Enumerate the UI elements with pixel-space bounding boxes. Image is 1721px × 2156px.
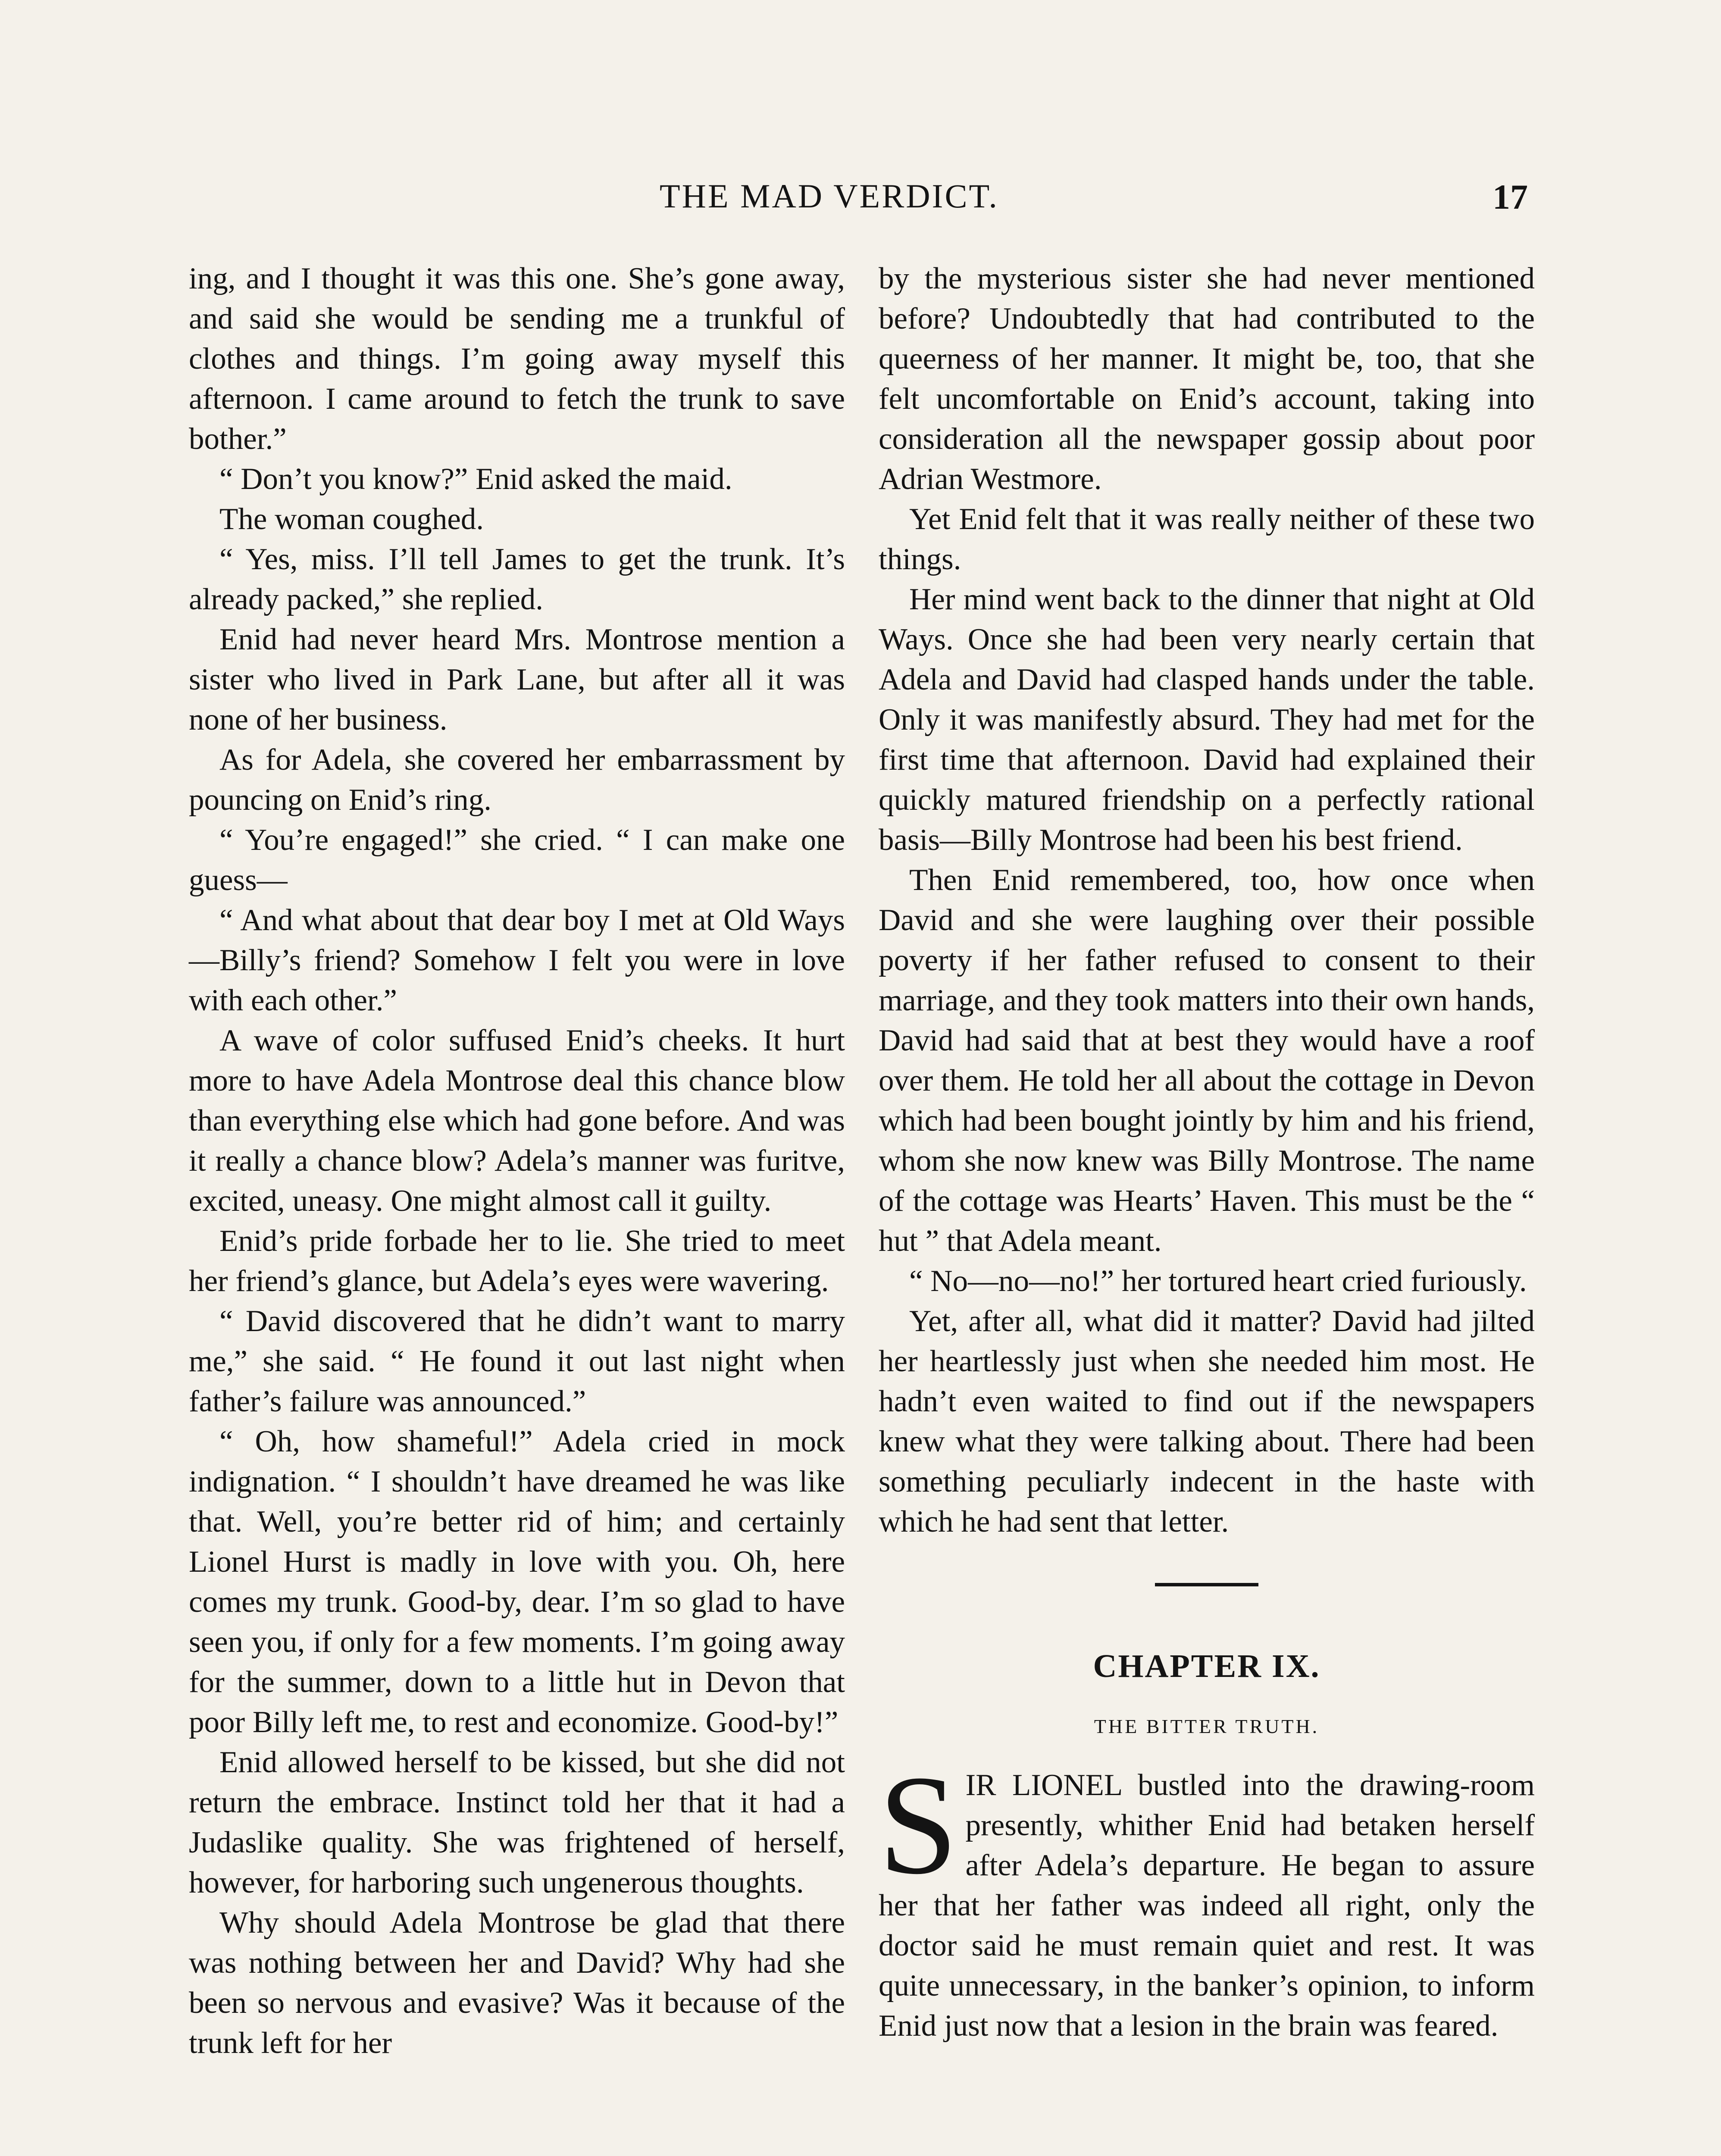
right-column [879, 259, 1535, 2046]
chapter-heading: CHAPTER IX. [1093, 1648, 1320, 1684]
paragraph: “ Don’t you know?” Enid asked the maid. [219, 462, 732, 496]
section-divider [1155, 1583, 1258, 1586]
paragraph: ing, and I thought it was this one. She’s gone away, and said she would be sending me a trunkful of clothes and things. I’m going away myself this afternoon. I came around to fetch the trunk to save bother.” [189, 262, 845, 456]
chapter-opening-paragraph [879, 1746, 1535, 2046]
left-column [189, 259, 845, 2063]
paragraph: Enid had never heard Mrs. Montrose mention a sister who lived in Park Lane, but after all it was none of her business. [189, 623, 845, 736]
running-head [0, 177, 1721, 224]
paragraph: As for Adela, she covered her embarrassment by pouncing on Enid’s ring. [189, 743, 845, 817]
paragraph: “ Yes, miss. I’ll tell James to get the trunk. It’s already packed,” she replied. [189, 542, 845, 616]
paragraph: Enid’s pride forbade her to lie. She tried to meet her friend’s glance, but Adela’s eyes were wavering. [189, 1224, 845, 1298]
paragraph: “ No—no—no!” her tortured heart cried furiously. [909, 1264, 1527, 1298]
running-title: THE MAD VERDICT. [660, 177, 999, 215]
paragraph: “ David discovered that he didn’t want to marry me,” she said. “ He found it out last night when father’s failure was announced.” [189, 1304, 845, 1418]
paragraph: “ And what about that dear boy I met at Old Ways—Billy’s friend? Somehow I felt you were in love with each other.” [189, 903, 845, 1017]
paragraph: Enid allowed herself to be kissed, but she did not return the embrace. Instinct told her that it had a Judaslike quality. She was frightened of herself, however, for harboring such ungenerous thoughts. [189, 1745, 845, 1899]
paragraph: by the mysterious sister she had never mentioned before? Undoubtedly that had contributed to the queerness of her manner. It might be, too, that she felt uncomfortable on Enid’s account, taking into consideration all the newspaper gossip about poor Adrian Westmore. [879, 262, 1535, 496]
paragraph: Then Enid remembered, too, how once when David and she were laughing over their possible poverty if her father refused to consent to their marriage, and they took matters into their own hands, David had said that at best they would have a roof over them. He told her all about the cottage in Devon which had been bought jointly by him and his friend, whom she now knew was Billy Montrose. The name of the cottage was Hearts’ Haven. This must be the “ hut ” that Adela meant. [879, 863, 1535, 1258]
paragraph: Her mind went back to the dinner that night at Old Ways. Once she had been very nearly certain that Adela and David had clasped hands under the table. Only it was manifestly absurd. They had met for the first time that afternoon. David had explained their quickly matured friendship on a perfectly rational basis—Billy Montrose had been his best friend. [879, 583, 1535, 857]
page-number: 17 [1493, 177, 1528, 216]
paragraph: The woman coughed. [219, 502, 484, 536]
paragraph: Yet Enid felt that it was really neither of these two things. [879, 502, 1535, 576]
paragraph: “ You’re engaged!” she cried. “ I can make one guess— [189, 823, 845, 897]
paragraph: “ Oh, how shameful!” Adela cried in mock indignation. “ I shouldn’t have dreamed he was like that. Well, you’re better rid of him; and certainly Lionel Hurst is madly in love with you. Oh, here comes my trunk. Good-by, dear. I’m so glad to have seen you, if only for a few moments. I’m going away for the summer, down to a little hut in Devon that poor Billy left me, to rest and economize. Good-by!” [189, 1425, 845, 1739]
chapter-opening-text: IR LIONEL bustled into the drawing-room presently, whither Enid had betaken herself after Adela’s departure. He began to assure her that her father was indeed all right, only the doctor said he must remain quiet and rest. It was quite unnecessary, in the banker’s opinion, to inform Enid just now that a lesion in the brain was feared. [879, 1768, 1535, 2043]
paragraph: A wave of color suffused Enid’s cheeks. It hurt more to have Adela Montrose deal this chance blow than everything else which had gone before. And was it really a chance blow? Adela’s manner was furitve, excited, uneasy. One might almost call it guilty. [189, 1024, 845, 1218]
paragraph: Why should Adela Montrose be glad that there was nothing between her and David? Why had she been so nervous and evasive? Was it because of the trunk left for her [189, 1906, 845, 2060]
paragraph: Yet, after all, what did it matter? David had jilted her heartlessly just when she needed him most. He hadn’t even waited to find out if the newspapers knew what they were talking about. There had been something peculiarly indecent in the haste with which he had sent that letter. [879, 1304, 1535, 1539]
chapter-subtitle: THE BITTER TRUTH. [1094, 1715, 1320, 1737]
drop-cap: S [879, 1746, 958, 1904]
